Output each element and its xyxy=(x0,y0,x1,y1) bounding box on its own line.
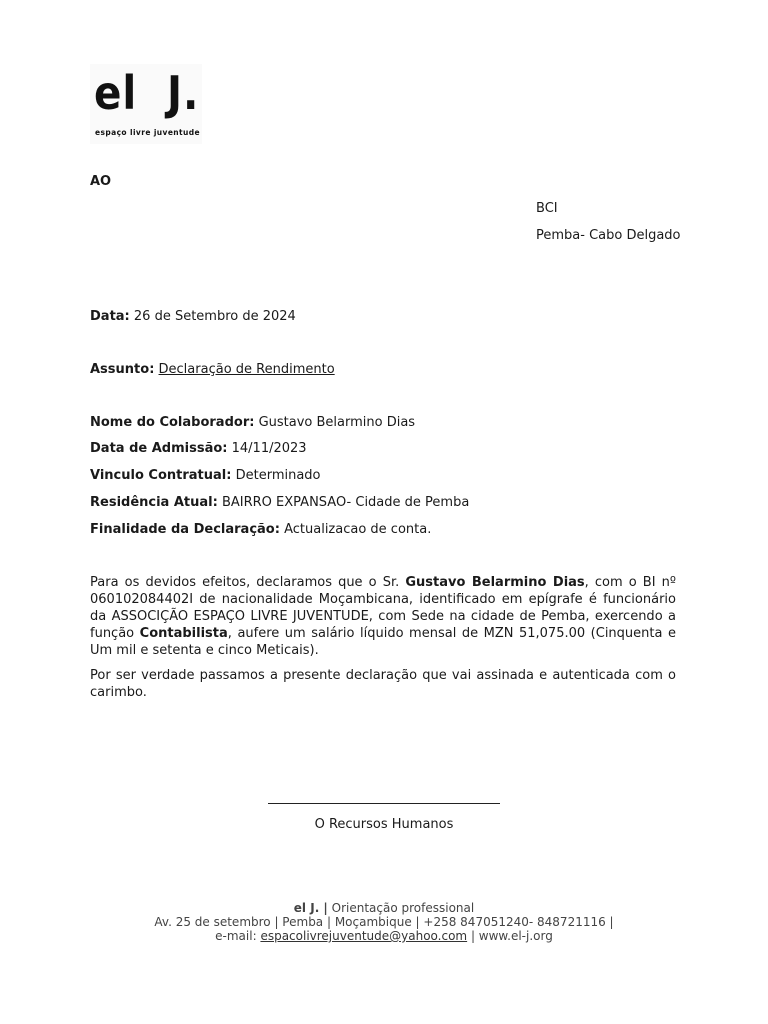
employee-role-bold: Contabilista xyxy=(139,626,228,641)
subject-value: Declaração de Rendimento xyxy=(158,362,335,377)
detail-value: Actualizacao de conta. xyxy=(284,522,432,537)
declaration-paragraph xyxy=(90,574,676,659)
detail-label: Residência Atual: xyxy=(90,495,218,510)
footer-contact-line xyxy=(84,929,684,944)
detail-label: Nome do Colaborador: xyxy=(90,415,255,430)
detail-label: Finalidade da Declaração: xyxy=(90,522,280,537)
signature-line xyxy=(268,803,500,804)
detail-row xyxy=(90,441,307,456)
paragraph-text: Para os devidos efeitos, declaramos que o Sr. xyxy=(90,575,406,590)
signature-title: O Recursos Humanos xyxy=(314,817,454,832)
detail-value: Determinado xyxy=(235,468,321,483)
detail-row xyxy=(90,415,415,430)
recipient-name: BCI xyxy=(536,201,558,216)
footer-tagline: Orientação professional xyxy=(327,901,475,915)
footer-email-link[interactable]: espacolivrejuventude@yahoo.com xyxy=(260,929,468,943)
logo-tagline: espaço livre juventude xyxy=(95,128,201,137)
paragraph-text: , com o BI nº 060102084402I de nacionalidade Moçambicana, identificado em epígrafe é funcionário da ASSOCIÇÃO ESPAÇO LIVRE JUVENTUDE, com Sede na cidade de Pemba, exercendo a função xyxy=(90,575,677,641)
detail-row xyxy=(90,468,321,483)
detail-value: 14/11/2023 xyxy=(231,441,307,456)
footer-address: Av. 25 de setembro | Pemba | Moçambique | +258 847051240- 848721116 | xyxy=(154,915,614,929)
footer-website: | www.el-j.org xyxy=(467,929,553,943)
employee-name-bold: Gustavo Belarmino Dias xyxy=(405,575,585,590)
company-logo xyxy=(90,64,202,144)
footer-brand: el J. | xyxy=(293,901,328,915)
logo-wordmark: el J. xyxy=(94,66,200,120)
date-value: 26 de Setembro de 2024 xyxy=(133,309,296,324)
date-line xyxy=(90,309,296,324)
date-label: Data: xyxy=(90,309,130,324)
detail-label: Vinculo Contratual: xyxy=(90,468,232,483)
closing-paragraph: Por ser verdade passamos a presente declaração que vai assinada e autenticada com o carimbo. xyxy=(90,668,676,700)
footer-brand-line xyxy=(84,901,684,916)
detail-label: Data de Admissão: xyxy=(90,441,228,456)
recipient-to-label: AO xyxy=(90,174,112,189)
detail-value: BAIRRO EXPANSAO- Cidade de Pemba xyxy=(221,495,470,510)
detail-row xyxy=(90,522,431,537)
paragraph-text: , aufere um salário líquido mensal de MZN 51,075.00 (Cinquenta e Um mil e setenta e cinco Meticais). xyxy=(90,626,676,658)
recipient-location: Pemba- Cabo Delgado xyxy=(536,228,681,243)
detail-row xyxy=(90,495,469,510)
subject-label: Assunto: xyxy=(90,362,155,377)
detail-value: Gustavo Belarmino Dias xyxy=(258,415,416,430)
subject-line xyxy=(90,362,335,377)
footer-email-label: e-mail: xyxy=(215,929,261,943)
